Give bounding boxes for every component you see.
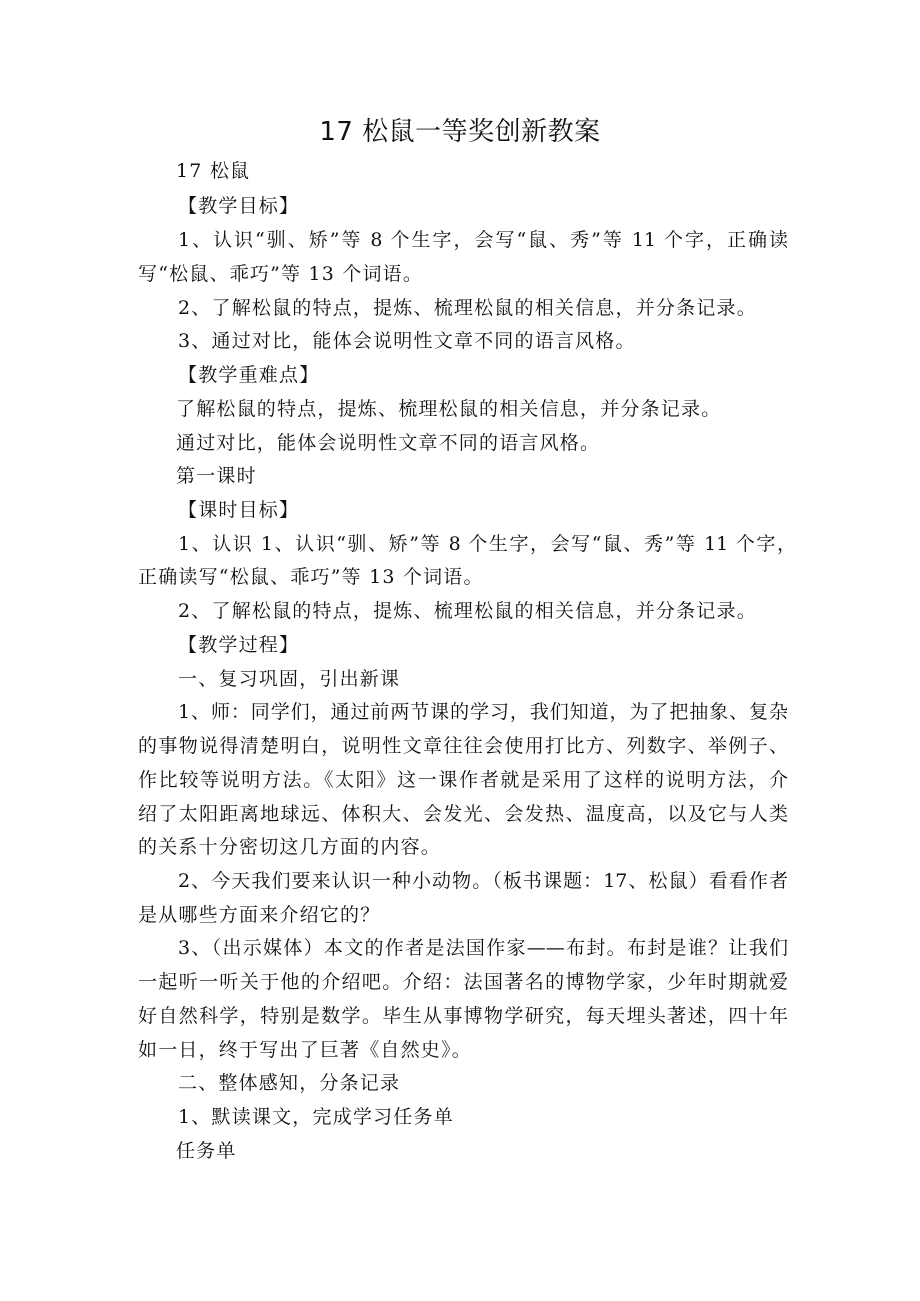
paragraph-line: 1、默读课文，完成学习任务单 — [178, 1106, 454, 1128]
document-title: 17 松鼠一等奖创新教案 — [319, 117, 601, 147]
paragraph-line: 绍了太阳距离地球远、体积大、会发光、会发热、温度高，以及它与人类 — [138, 803, 788, 825]
paragraph-line: 1、认识 1、认识“驯、矫”等 8 个生字，会写“鼠、秀”等 11 个字， — [178, 533, 796, 555]
paragraph-line: 2、今天我们要来认识一种小动物。（板书课题：17、松鼠）看看作者 — [178, 870, 788, 892]
task-sheet-label: 任务单 — [176, 1140, 237, 1162]
lesson-heading: 17 松鼠 — [176, 160, 251, 182]
paragraph-line: 的关系十分密切这几方面的内容。 — [138, 836, 442, 858]
paragraph-line: 2、了解松鼠的特点，提炼、梳理松鼠的相关信息，并分条记录。 — [178, 297, 757, 319]
paragraph-line: 作比较等说明方法。《太阳》这一课作者就是采用了这样的说明方法，介 — [138, 769, 788, 791]
section-heading-period-goals: 【课时目标】 — [178, 499, 300, 521]
section-heading-teaching-goals: 【教学目标】 — [178, 195, 300, 217]
section-heading-teaching-process: 【教学过程】 — [178, 634, 300, 656]
paragraph-line: 正确读写“松鼠、乖巧”等 13 个词语。 — [138, 566, 484, 588]
paragraph-line: 1、认识“驯、矫”等 8 个生字，会写“鼠、秀”等 11 个字，正确读 — [178, 229, 788, 251]
paragraph-line: 了解松鼠的特点，提炼、梳理松鼠的相关信息，并分条记录。 — [176, 398, 722, 420]
paragraph-line: 的事物说得清楚明白，说明性文章往往会使用打比方、列数字、举例子、 — [138, 735, 788, 757]
subsection-heading: 二、整体感知，分条记录 — [178, 1072, 401, 1094]
paragraph-line: 1、师：同学们，通过前两节课的学习，我们知道，为了把抽象、复杂 — [178, 701, 788, 723]
paragraph-line: 2、了解松鼠的特点，提炼、梳理松鼠的相关信息，并分条记录。 — [178, 600, 757, 622]
paragraph-line: 3、通过对比，能体会说明性文章不同的语言风格。 — [178, 330, 636, 352]
paragraph-line: 3、（出示媒体）本文的作者是法国作家——布封。布封是谁？让我们 — [178, 937, 788, 959]
paragraph-line: 好自然科学，特别是数学。毕生从事博物学研究，每天埋头著述，四十年 — [138, 1005, 788, 1027]
paragraph-line: 如一日，终于写出了巨著《自然史》。 — [138, 1039, 472, 1061]
paragraph-line: 是从哪些方面来介绍它的？ — [138, 904, 381, 926]
section-heading-key-points: 【教学重难点】 — [178, 364, 320, 386]
paragraph-line: 一起听一听关于他的介绍吧。介绍：法国著名的博物学家，少年时期就爱 — [138, 971, 788, 993]
paragraph-line: 通过对比，能体会说明性文章不同的语言风格。 — [176, 432, 601, 454]
paragraph-line: 写“松鼠、乖巧”等 13 个词语。 — [138, 263, 424, 285]
lesson-period-heading: 第一课时 — [176, 465, 257, 487]
subsection-heading: 一、复习巩固，引出新课 — [178, 668, 401, 690]
